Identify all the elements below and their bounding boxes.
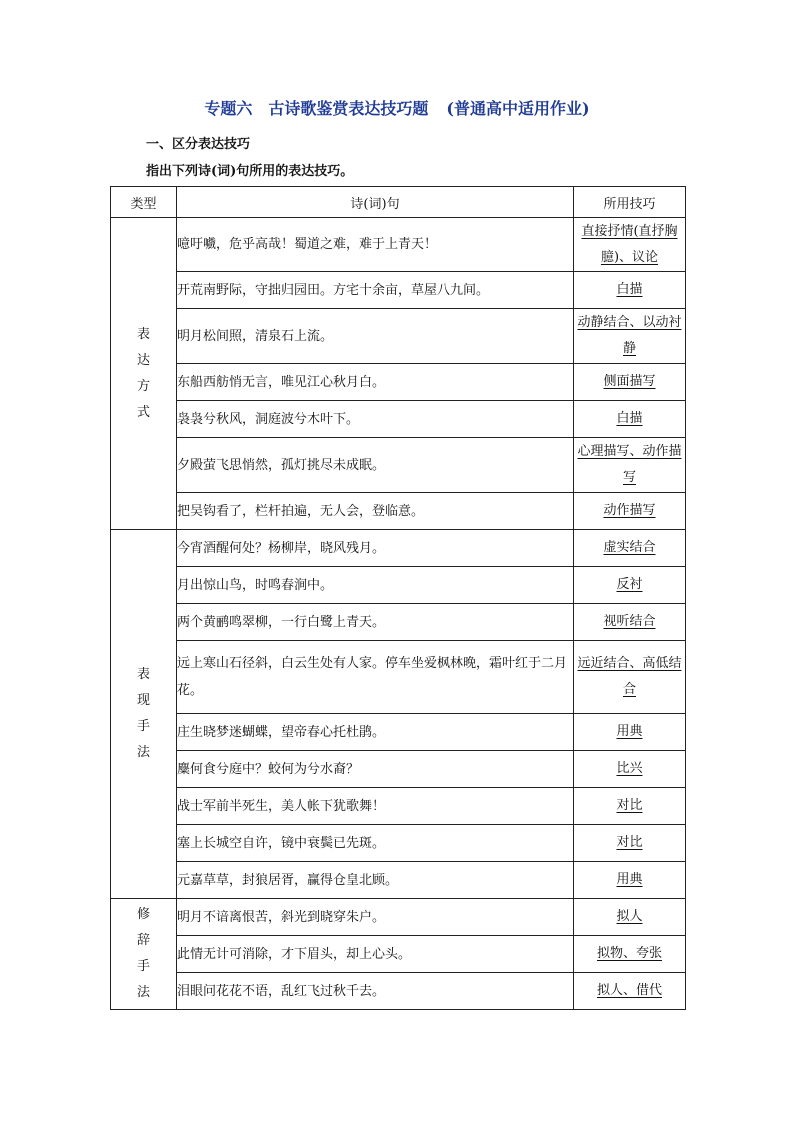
- page-title: [0, 96, 794, 119]
- category-cell-expression: 表 达 方 式: [111, 218, 177, 530]
- poem-cell: 东船西舫悄无言，唯见江心秋月白。: [177, 364, 574, 401]
- technique-cell: 对比: [574, 825, 686, 862]
- table-row: [111, 641, 686, 714]
- technique-cell: 心理描写、动作描写: [574, 438, 686, 493]
- header-poem: 诗(词)句: [177, 187, 574, 218]
- table-row: [111, 364, 686, 401]
- header-type: 类型: [111, 187, 177, 218]
- table-row: [111, 862, 686, 899]
- poem-cell: 袅袅兮秋风，洞庭波兮木叶下。: [177, 401, 574, 438]
- technique-cell: 拟人: [574, 899, 686, 936]
- technique-cell: 白描: [574, 401, 686, 438]
- table-row: [111, 714, 686, 751]
- technique-cell: 比兴: [574, 751, 686, 788]
- section-heading: 一、区分表达技巧: [146, 137, 251, 152]
- instruction-text: 指出下列诗(词)句所用的表达技巧。: [146, 164, 354, 179]
- table-row: [111, 788, 686, 825]
- title-sub: (普通高中适用作业): [446, 99, 590, 118]
- technique-cell: 动静结合、以动衬静: [574, 309, 686, 364]
- poem-cell: 今宵酒醒何处？杨柳岸，晓风残月。: [177, 530, 574, 567]
- header-technique: 所用技巧: [574, 187, 686, 218]
- table-header-row: [111, 187, 686, 218]
- technique-cell: 对比: [574, 788, 686, 825]
- poem-cell: 泪眼问花花不语，乱红飞过秋千去。: [177, 973, 574, 1010]
- poem-cell: 元嘉草草，封狼居胥，赢得仓皇北顾。: [177, 862, 574, 899]
- table-row: [111, 825, 686, 862]
- table-row: [111, 438, 686, 493]
- category-cell-technique: 表 现 手 法: [111, 530, 177, 899]
- table-row: [111, 401, 686, 438]
- technique-cell: 动作描写: [574, 493, 686, 530]
- poem-cell: 两个黄鹂鸣翠柳，一行白鹭上青天。: [177, 604, 574, 641]
- techniques-table: [110, 186, 686, 1010]
- technique-cell: 用典: [574, 714, 686, 751]
- technique-cell: 拟物、夸张: [574, 936, 686, 973]
- title-main: 专题六 古诗歌鉴赏表达技巧题: [204, 99, 429, 118]
- poem-cell: 月出惊山鸟，时鸣春涧中。: [177, 567, 574, 604]
- technique-cell: 视听结合: [574, 604, 686, 641]
- technique-cell: 直接抒情(直抒胸臆)、议论: [574, 218, 686, 272]
- poem-cell: 远上寒山石径斜，白云生处有人家。停车坐爱枫林晚，霜叶红于二月花。: [177, 641, 574, 714]
- technique-cell: 反衬: [574, 567, 686, 604]
- table-row: [111, 309, 686, 364]
- poem-cell: 麋何食兮庭中？蛟何为兮水裔？: [177, 751, 574, 788]
- poem-cell: 塞上长城空自许，镜中衰鬓已先斑。: [177, 825, 574, 862]
- table-row: [111, 272, 686, 309]
- table-row: [111, 218, 686, 272]
- technique-cell: 侧面描写: [574, 364, 686, 401]
- category-cell-rhetoric: 修 辞 手 法: [111, 899, 177, 1010]
- poem-cell: 开荒南野际，守拙归园田。方宅十余亩，草屋八九间。: [177, 272, 574, 309]
- table-row: [111, 493, 686, 530]
- poem-cell: 此情无计可消除，才下眉头，却上心头。: [177, 936, 574, 973]
- poem-cell: 明月不谙离恨苦，斜光到晓穿朱户。: [177, 899, 574, 936]
- technique-cell: 白描: [574, 272, 686, 309]
- poem-cell: 噫吁嚱，危乎高哉！蜀道之难，难于上青天！: [177, 218, 574, 272]
- poem-cell: 明月松间照，清泉石上流。: [177, 309, 574, 364]
- technique-cell: 远近结合、高低结合: [574, 641, 686, 714]
- table-row: [111, 530, 686, 567]
- table-row: [111, 567, 686, 604]
- table-row: [111, 604, 686, 641]
- table-row: [111, 751, 686, 788]
- technique-cell: 拟人、借代: [574, 973, 686, 1010]
- technique-cell: 虚实结合: [574, 530, 686, 567]
- poem-cell: 庄生晓梦迷蝴蝶，望帝春心托杜鹃。: [177, 714, 574, 751]
- technique-cell: 用典: [574, 862, 686, 899]
- poem-cell: 夕殿萤飞思悄然，孤灯挑尽未成眠。: [177, 438, 574, 493]
- table-row: [111, 936, 686, 973]
- poem-cell: 战士军前半死生，美人帐下犹歌舞！: [177, 788, 574, 825]
- poem-cell: 把吴钩看了，栏杆拍遍，无人会，登临意。: [177, 493, 574, 530]
- table-row: [111, 899, 686, 936]
- table-row: [111, 973, 686, 1010]
